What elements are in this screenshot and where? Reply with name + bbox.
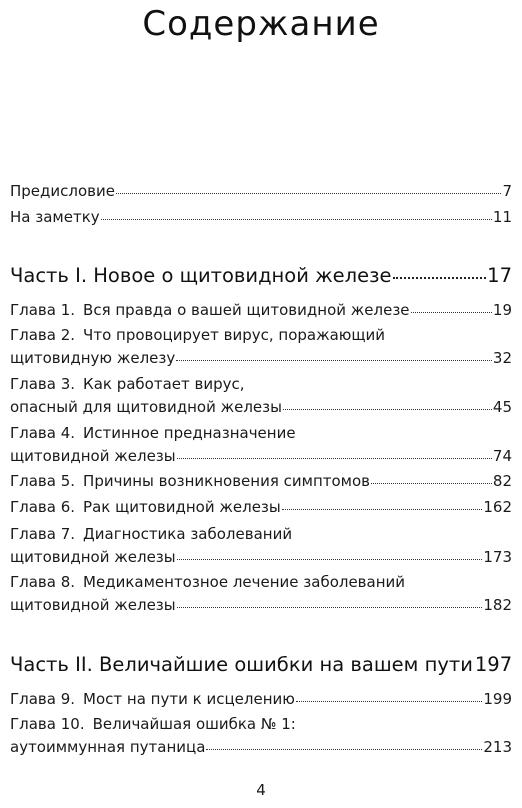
toc-entry-title: На заметку — [10, 208, 100, 226]
toc-chapter-page: 199 — [483, 690, 512, 708]
toc-chapter-page: 32 — [492, 349, 512, 367]
chapter-title-line: щитовидной железы — [10, 548, 176, 566]
toc-chapter-2[interactable] — [10, 324, 512, 370]
chapter-title-line: щитовидной железы — [10, 447, 176, 465]
chapter-label: Глава 7. — [10, 525, 76, 543]
toc-chapter-3[interactable] — [10, 373, 512, 419]
toc-part-2[interactable] — [10, 651, 512, 678]
toc-chapter-text — [10, 571, 405, 594]
chapter-title-line: Мост на пути к исцелению — [83, 690, 295, 708]
toc-chapter-text — [10, 688, 295, 711]
toc-chapter-page: 82 — [492, 472, 512, 490]
toc-chapter-8[interactable] — [10, 571, 512, 617]
toc-part-1[interactable] — [10, 262, 512, 289]
page-number: 4 — [256, 781, 266, 799]
leader-dots — [282, 497, 483, 512]
toc-part-page: 17 — [487, 263, 512, 287]
toc-chapter-9[interactable] — [10, 688, 512, 711]
chapter-title-line: Что провоцирует вирус, поражающий — [83, 326, 386, 344]
toc-chapter-6[interactable] — [10, 496, 512, 519]
toc-chapter-7[interactable] — [10, 523, 512, 569]
toc-entry-title: Предисловие — [10, 182, 115, 200]
toc-entry-page: 11 — [492, 208, 512, 226]
toc-part-title: Часть II. Величайшие ошибки на вашем пути — [10, 652, 473, 676]
toc-chapter-text — [10, 373, 245, 396]
toc-chapter-text — [10, 470, 370, 493]
chapter-label: Глава 2. — [10, 326, 76, 344]
toc-chapter-page: 74 — [492, 447, 512, 465]
toc-chapter-page: 213 — [483, 738, 512, 756]
chapter-title-line: Рак щитовидной железы — [83, 498, 281, 516]
toc-chapter-page: 162 — [483, 498, 512, 516]
chapter-label: Глава 8. — [10, 573, 76, 591]
toc-part-title: Часть I. Новое о щитовидной железе — [10, 263, 392, 287]
toc-chapter-text — [10, 523, 292, 546]
toc-chapter-page: 173 — [483, 548, 512, 566]
toc-chapter-text — [10, 713, 296, 736]
chapter-title-line: Вся правда о вашей щитовидной железе — [83, 301, 410, 319]
toc-chapter-page: 182 — [483, 596, 512, 614]
chapter-title-line: аутоиммунная путаница — [10, 738, 206, 756]
toc-entry-page: 7 — [502, 182, 512, 200]
chapter-label: Глава 9. — [10, 690, 76, 708]
chapter-title-line: Медикаментозное лечение заболеваний — [83, 573, 406, 591]
chapter-title-line: опасный для щитовидной железы — [10, 398, 282, 416]
leader-dots — [206, 737, 482, 752]
chapter-title-line: щитовидную железу — [10, 349, 176, 367]
toc-chapter-text — [10, 422, 296, 445]
leader-dots — [411, 300, 492, 315]
chapter-label: Глава 4. — [10, 424, 76, 442]
leader-dots — [177, 595, 483, 610]
leader-dots — [177, 446, 492, 461]
leader-dots — [296, 689, 482, 704]
toc-chapter-5[interactable] — [10, 470, 512, 493]
toc-chapter-page: 45 — [492, 398, 512, 416]
chapter-title-line: Как работает вирус, — [83, 375, 245, 393]
page-title: Содержание — [142, 4, 380, 44]
leader-dots — [116, 181, 501, 196]
toc-chapter-text — [10, 324, 385, 347]
chapter-label: Глава 5. — [10, 472, 76, 490]
leader-dots — [177, 547, 483, 562]
chapter-title-line: щитовидной железы — [10, 596, 176, 614]
chapter-label: Глава 1. — [10, 301, 76, 319]
chapter-title-line: Причины возникновения симптомов — [83, 472, 371, 490]
toc-chapter-1[interactable] — [10, 299, 512, 322]
chapter-label: Глава 10. — [10, 715, 85, 733]
toc-part-page: 197 — [474, 652, 513, 676]
leader-dots — [283, 397, 492, 412]
toc-chapter-page: 19 — [492, 301, 512, 319]
toc-entry-preface[interactable] — [10, 180, 512, 203]
leader-dots — [176, 348, 492, 363]
chapter-label: Глава 3. — [10, 375, 76, 393]
chapter-label: Глава 6. — [10, 498, 76, 516]
toc-chapter-4[interactable] — [10, 422, 512, 468]
chapter-title-line: Диагностика заболеваний — [83, 525, 293, 543]
toc-chapter-text — [10, 299, 410, 322]
chapter-title-line: Истинное предназначение — [83, 424, 296, 442]
chapter-title-line: Величайшая ошибка № 1: — [92, 715, 296, 733]
toc-entry-notes[interactable] — [10, 206, 512, 229]
toc-chapter-text — [10, 496, 281, 519]
toc-chapter-10[interactable] — [10, 713, 512, 759]
leader-dots — [101, 207, 492, 222]
leader-dots — [371, 471, 492, 486]
leader-dots — [393, 262, 487, 282]
